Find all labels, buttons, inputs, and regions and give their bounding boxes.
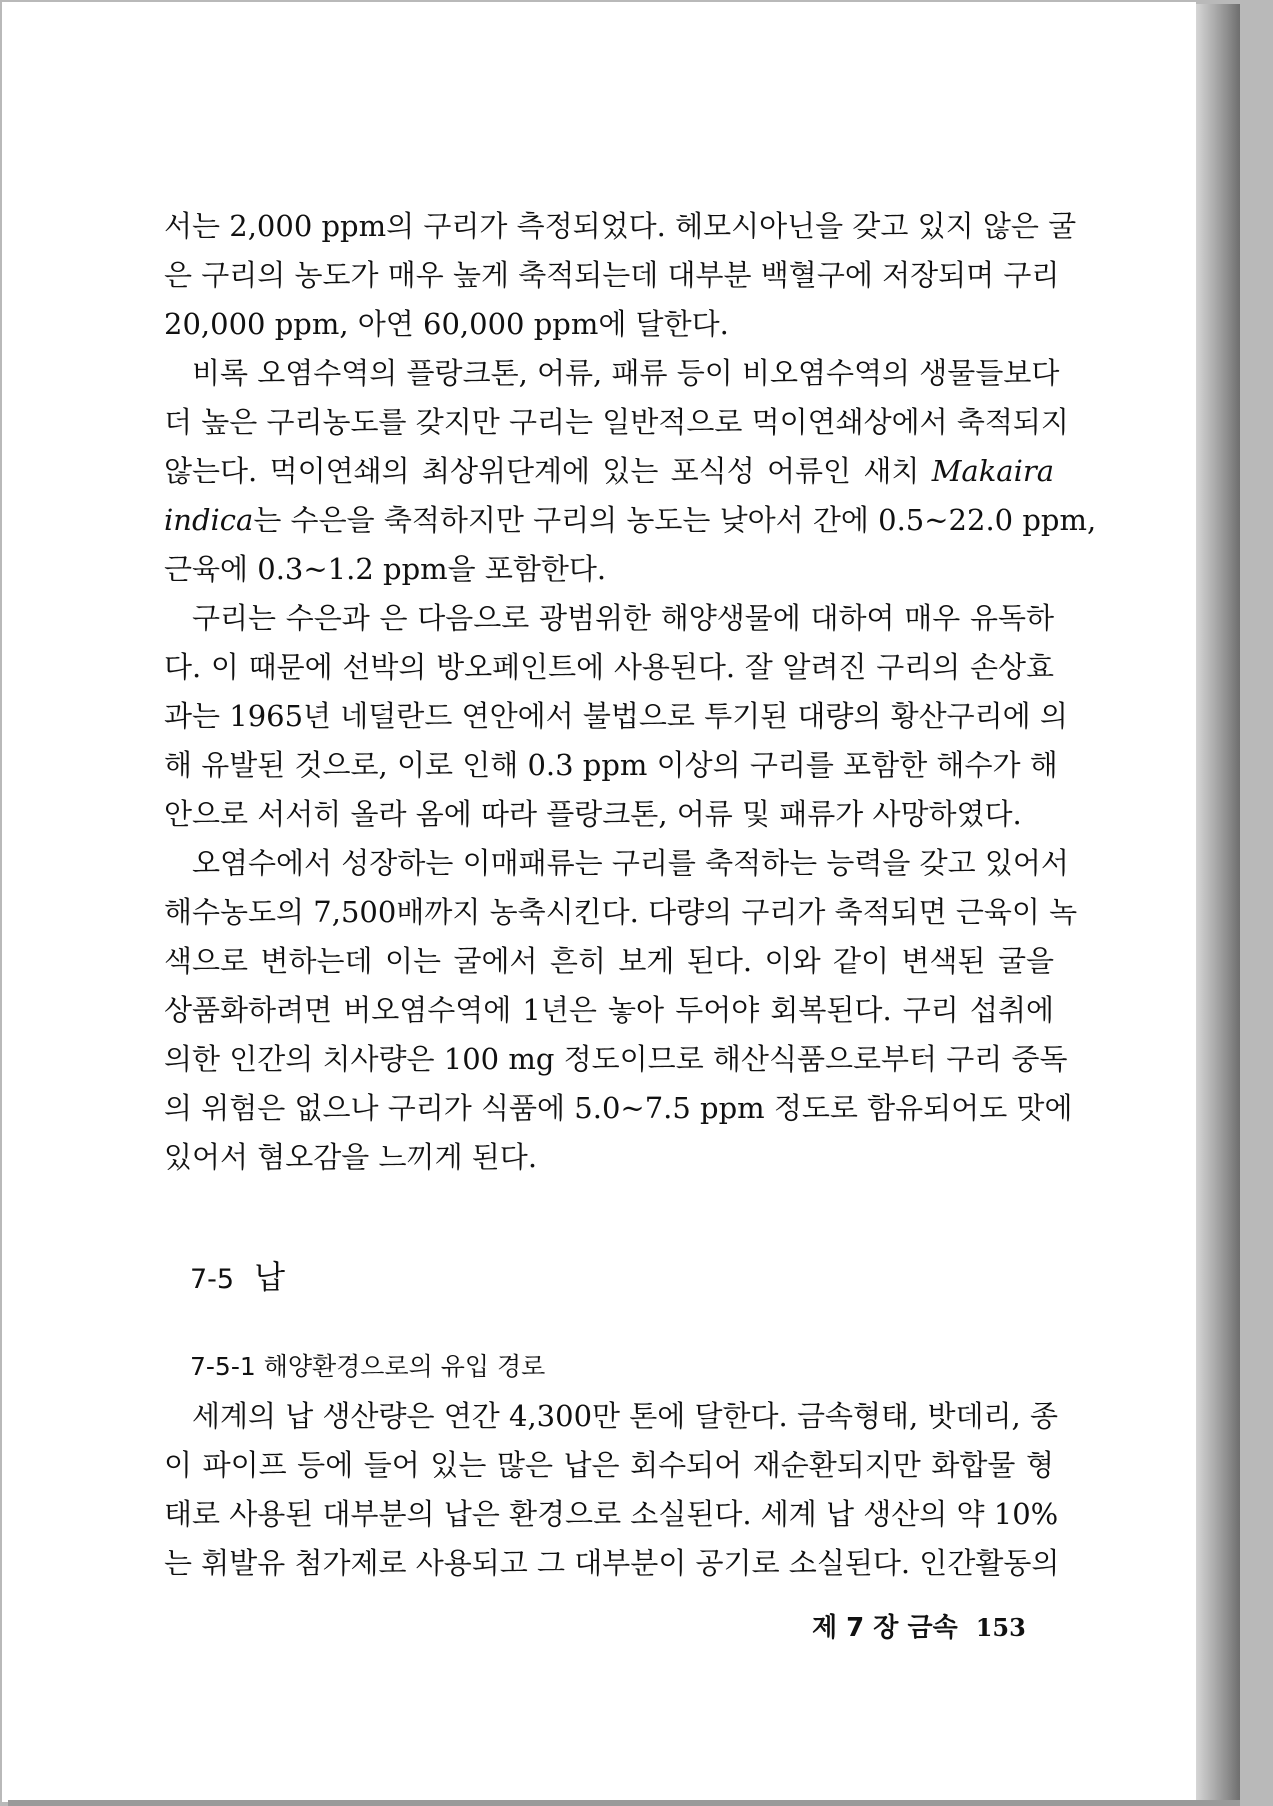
section-heading	[190, 1252, 285, 1298]
text-line	[164, 1441, 1054, 1490]
line-text: 해 유발된 것으로, 이로 인해 0.3 ppm 이상의 구리를 포함한 해수가 해	[164, 748, 1058, 782]
section-title-text: 납	[254, 1258, 286, 1296]
line-text: 은 구리의 농도가 매우 높게 축적되는데 대부분 백혈구에 저장되며 구리	[164, 258, 1060, 292]
line-text: 는 휘발유 첨가제로 사용되고 그 대부분이 공기로 소실된다. 인간활동의	[164, 1546, 1060, 1580]
chapter-title: 제 7 장 금속	[812, 1613, 958, 1643]
book-spine-edge	[1196, 4, 1240, 1802]
text-line	[164, 839, 1069, 888]
line-text: 세계의 납 생산량은 연간 4,300만 톤에 달한다. 금속형태, 밧데리, 종	[192, 1399, 1058, 1433]
line-text: 비록 오염수역의 플랑크톤, 어류, 패류 등이 비오염수역의 생물들보다	[192, 356, 1060, 390]
line-text: 이 파이프 등에 들어 있는 많은 납은 회수되어 재순환되지만 화합물 형	[164, 1448, 1054, 1482]
subsection-heading: 7-5-1 해양환경으로의 유입 경로	[190, 1352, 546, 1381]
text-line	[164, 937, 1054, 986]
text-line	[164, 349, 1060, 398]
line-text: 20,000 ppm, 아연 60,000 ppm에 달한다.	[164, 307, 729, 341]
body-text-part1	[164, 202, 1097, 1182]
book-page	[2, 2, 1196, 1802]
line-text: 과는 1965년 네덜란드 연안에서 불법으로 투기된 대량의 황산구리에 의	[164, 699, 1068, 733]
text-line	[164, 594, 1054, 643]
text-line	[164, 1133, 1054, 1182]
line-text: 근육에 0.3~1.2 ppm을 포함한다.	[164, 552, 607, 586]
text-line	[164, 496, 1097, 545]
line-text: 의 위험은 없으나 구리가 식품에 5.0~7.5 ppm 정도로 함유되어도 맛에	[164, 1091, 1073, 1125]
text-line	[164, 545, 1054, 594]
text-line	[164, 790, 1054, 839]
text-line	[164, 692, 1068, 741]
line-text: 의한 인간의 치사량은 100 mg 정도이므로 해산식품으로부터 구리 중독	[164, 1042, 1068, 1076]
running-footer	[812, 1607, 1026, 1644]
body-text-part2	[164, 1392, 1060, 1588]
text-line	[164, 398, 1069, 447]
line-text: 다. 이 때문에 선박의 방오페인트에 사용된다. 잘 알려진 구리의 손상효	[164, 650, 1054, 684]
text-line	[164, 1035, 1068, 1084]
text-line	[164, 1392, 1058, 1441]
text-line	[164, 251, 1060, 300]
line-text: 서는 2,000 ppm의 구리가 측정되었다. 헤모시아닌을 갖고 있지 않은 굴	[164, 209, 1077, 243]
line-text: 않는다. 먹이연쇄의 최상위단계에 있는 포식성 어류인 새치	[164, 454, 920, 488]
line-text: 있어서 혐오감을 느끼게 된다.	[164, 1140, 538, 1174]
species-name-italic: Makaira	[931, 454, 1054, 488]
text-line	[164, 202, 1077, 251]
line-text: 구리는 수은과 은 다음으로 광범위한 해양생물에 대하여 매우 유독하	[192, 601, 1054, 635]
text-line	[164, 643, 1054, 692]
line-text: 오염수에서 성장하는 이매패류는 구리를 축적하는 능력을 갖고 있어서	[192, 846, 1069, 880]
text-line	[164, 888, 1078, 937]
text-line	[164, 1084, 1073, 1133]
line-text: 는 수은을 축적하지만 구리의 농도는 낮아서 간에 0.5~22.0 ppm,	[253, 503, 1097, 537]
text-line	[164, 1490, 1059, 1539]
text-line	[164, 741, 1058, 790]
text-line	[164, 447, 1054, 496]
text-line	[164, 986, 1054, 1035]
line-text: 안으로 서서히 올라 옴에 따라 플랑크톤, 어류 및 패류가 사망하였다.	[164, 797, 1022, 831]
text-line	[164, 1539, 1060, 1588]
line-text: 해수농도의 7,500배까지 농축시킨다. 다량의 구리가 축적되면 근육이 녹	[164, 895, 1078, 929]
line-text: 더 높은 구리농도를 갖지만 구리는 일반적으로 먹이연쇄상에서 축적되지	[164, 405, 1069, 439]
line-text: 상품화하려면 버오염수역에 1년은 놓아 두어야 회복된다. 구리 섭취에	[164, 993, 1054, 1027]
line-text: 색으로 변하는데 이는 굴에서 흔히 보게 된다. 이와 같이 변색된 굴을	[164, 944, 1054, 978]
page-bottom-edge	[8, 1800, 1240, 1806]
line-text: 태로 사용된 대부분의 납은 환경으로 소실된다. 세계 납 생산의 약 10%	[164, 1497, 1059, 1531]
section-number: 7-5	[190, 1264, 235, 1295]
species-name-italic: indica	[164, 503, 254, 537]
page-number: 153	[975, 1613, 1026, 1642]
text-line	[164, 300, 1054, 349]
